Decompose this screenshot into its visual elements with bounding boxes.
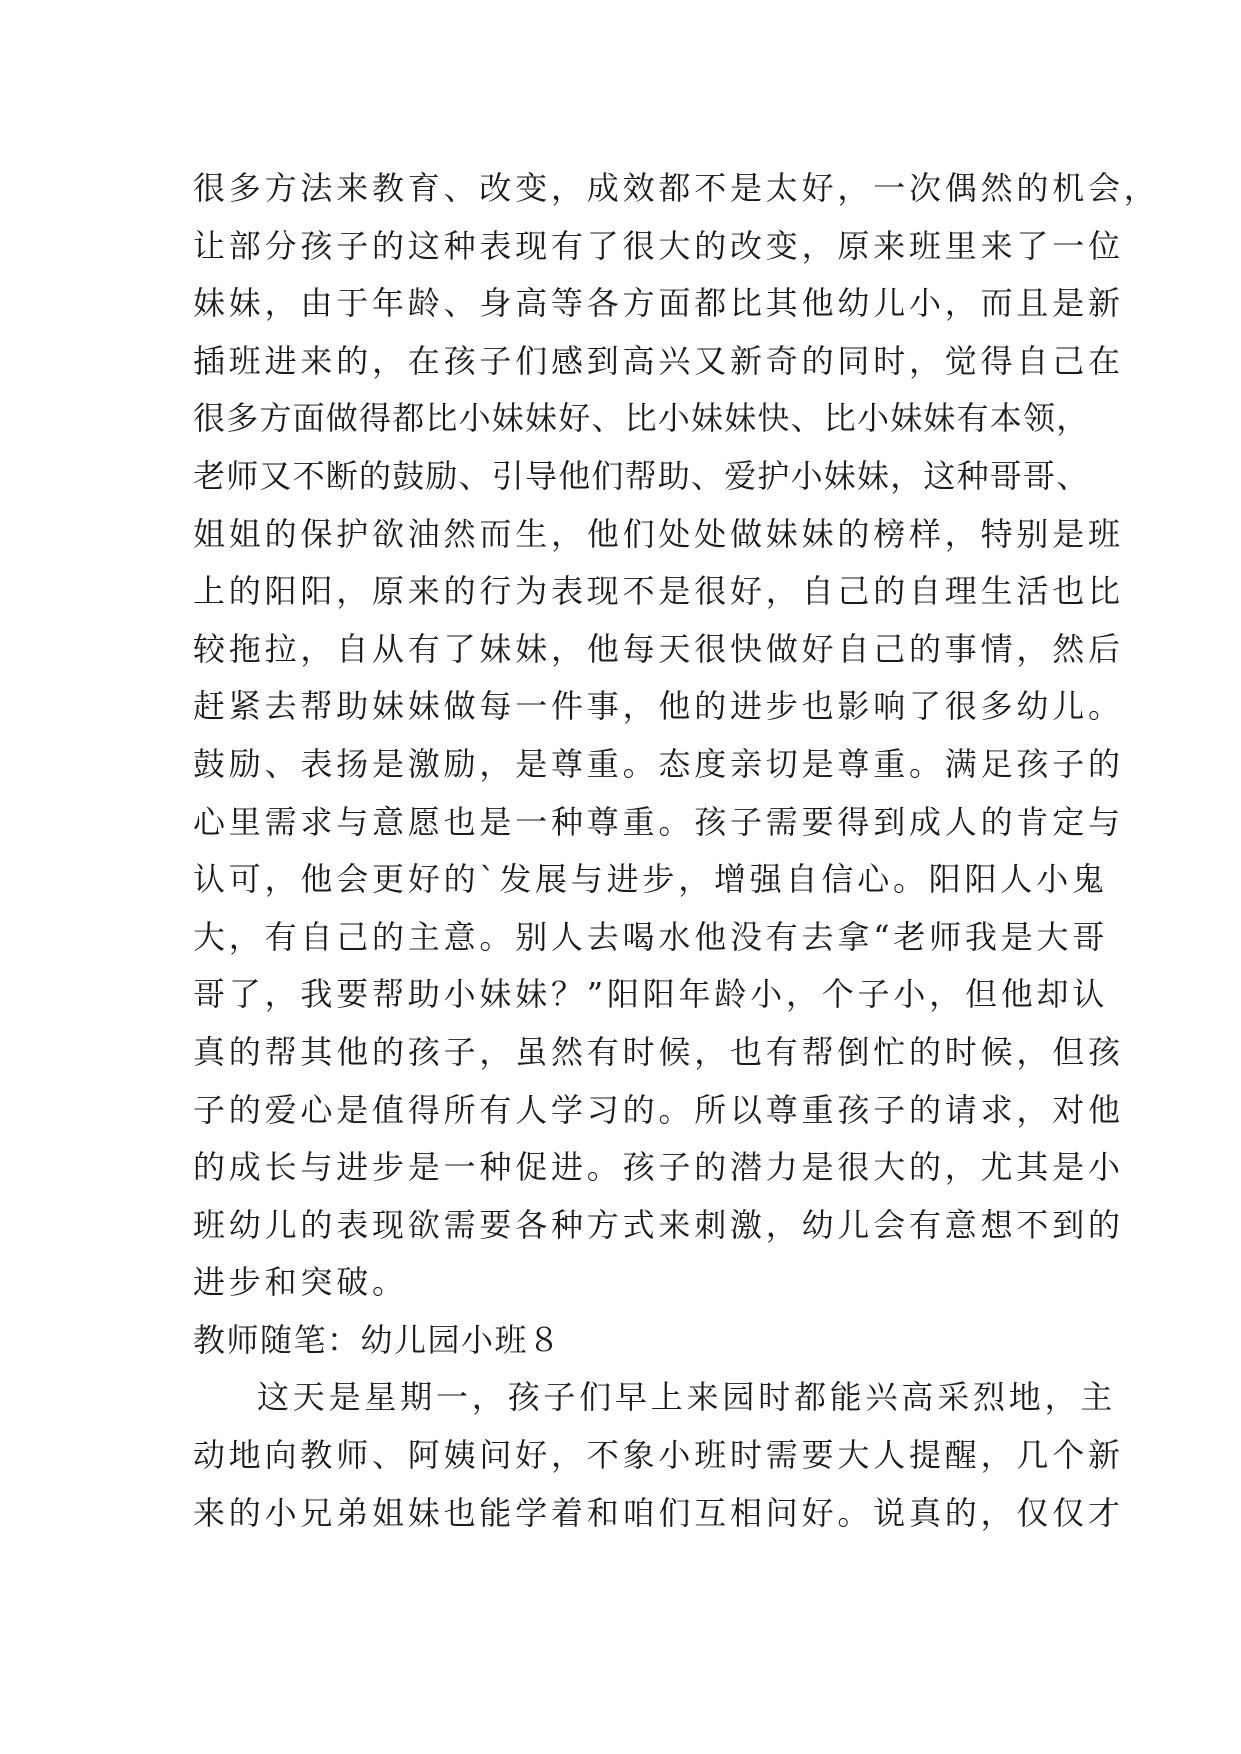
body-line: 较拖拉，自从有了妹妹，他每天很快做好自己的事情，然后 — [193, 629, 1124, 668]
body-line: 来的小兄弟姐妹也能学着和咱们互相问好。说真的，仅仅才 — [193, 1493, 1124, 1532]
body-line: 赶紧去帮助妹妹做每一件事，他的进步也影响了很多幼儿。 — [193, 687, 1124, 726]
body-line: 子的爱心是值得所有人学习的。所以尊重孩子的请求，对他 — [193, 1090, 1124, 1129]
body-line: 认可，他会更好的`发展与进步，增强自信心。阳阳人小鬼 — [193, 860, 1108, 899]
document-body — [193, 160, 1160, 1542]
body-line: 上的阳阳，原来的行为表现不是很好，自己的自理生活也比 — [193, 572, 1124, 611]
body-line: 很多方面做得都比小妹妹好、比小妹妹快、比小妹妹有本领， — [193, 399, 1090, 438]
body-line: 动地向教师、阿姨问好，不象小班时需要大人提醒，几个新 — [193, 1436, 1124, 1475]
body-line: 很多方法来教育、改变，成效都不是太好，一次偶然的机会， — [193, 169, 1160, 207]
body-line: 鼓励、表扬是激励，是尊重。态度亲切是尊重。满足孩子的 — [193, 744, 1124, 783]
body-line: 让部分孩子的这种表现有了很大的改变，原来班里来了一位 — [193, 226, 1124, 265]
body-line: 心里需求与意愿也是一种尊重。孩子需要得到成人的肯定与 — [193, 802, 1124, 841]
body-line: 的成长与进步是一种促进。孩子的潜力是很大的，尤其是小 — [193, 1148, 1124, 1187]
body-line: 班幼儿的表现欲需要各种方式来刺激，幼儿会有意想不到的 — [193, 1205, 1124, 1244]
body-line: 这天是星期一，孩子们早上来园时都能兴高采烈地，主 — [257, 1378, 1117, 1417]
section-heading: 教师随笔：幼儿园小班８ — [193, 1320, 562, 1359]
body-line: 进步和突破。 — [193, 1263, 408, 1302]
body-line: 真的帮其他的孩子，虽然有时候，也有帮倒忙的时候，但孩 — [193, 1032, 1124, 1071]
body-line: 妹妹，由于年龄、身高等各方面都比其他幼儿小，而且是新 — [193, 284, 1124, 323]
body-line: 哥了，我要帮助小妹妹？”阳阳年龄小，个子小，但他却认 — [193, 975, 1109, 1014]
body-line: 插班进来的，在孩子们感到高兴又新奇的同时，觉得自己在 — [193, 341, 1124, 380]
body-line: 大，有自己的主意。别人去喝水他没有去拿“老师我是大哥 — [193, 917, 1109, 956]
body-line: 老师又不断的鼓励、引导他们帮助、爱护小妹妹，这种哥哥、 — [193, 456, 1090, 495]
body-line: 姐姐的保护欲油然而生，他们处处做妹妹的榜样，特别是班 — [193, 514, 1124, 553]
